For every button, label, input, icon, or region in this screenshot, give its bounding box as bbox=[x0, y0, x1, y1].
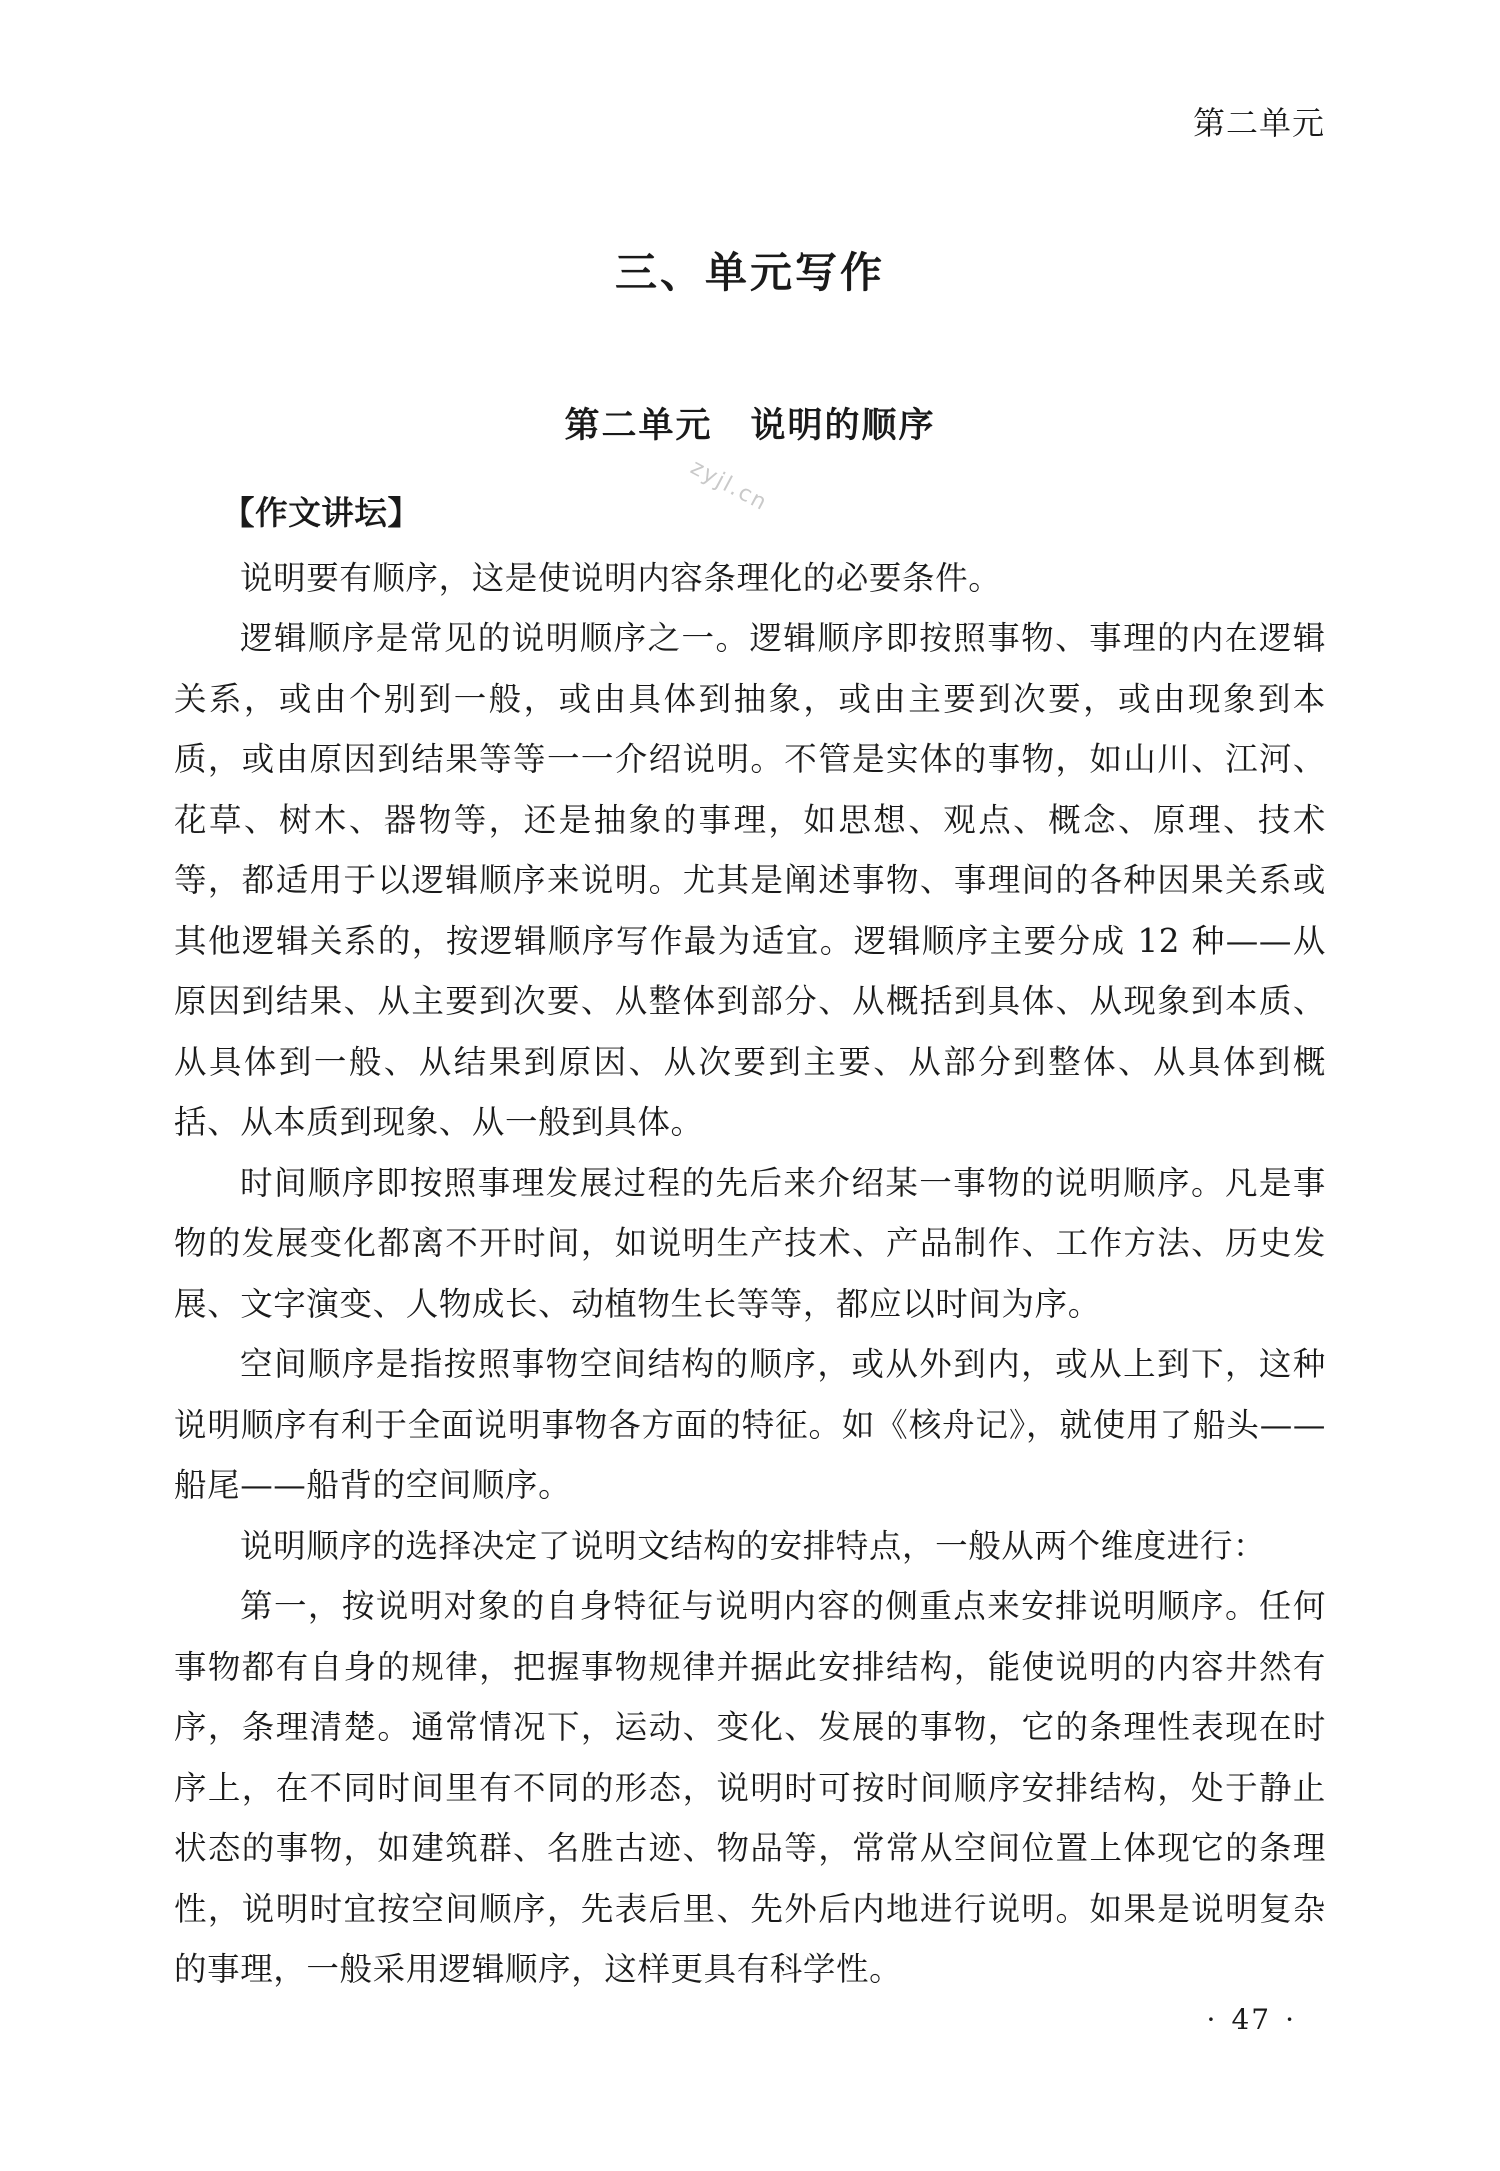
paragraph: 说明顺序的选择决定了说明文结构的安排特点，一般从两个维度进行： bbox=[240, 1526, 1267, 1565]
body-text bbox=[174, 483, 1326, 2000]
section-title: 三、单元写作 bbox=[614, 248, 885, 297]
paragraph: 第一，按说明对象的自身特征与说明内容的侧重点来安排说明顺序。任何事物都有自身的规律，把握事物规律并据此安排结构，能使说明的内容井然有序，条理清楚。通常情况下，运动、变化、发展的事物，它的条理性表现在时序上，在不同时间里有不同的形态，说明时可按时间顺序安排结构，处于静止状态的事物，如建筑群、名胜古迹、物品等，常常从空间位置上体现它的条理性，说明时宜按空间顺序，先表后里、先外后内地进行说明。如果是说明复杂的事理，一般采用逻辑顺序，这样更具有科学性。 bbox=[174, 1587, 1326, 1988]
subtitle bbox=[0, 398, 1500, 448]
subtitle-unit: 第二单元 bbox=[564, 405, 713, 446]
page-number bbox=[1193, 2003, 1310, 2036]
paragraph: 空间顺序是指按照事物空间结构的顺序，或从外到内，或从上到下，这种说明顺序有利于全面说明事物各方面的特征。如《核舟记》，就使用了船头——船尾——船背的空间顺序。 bbox=[174, 1345, 1326, 1504]
paragraph: 逻辑顺序是常见的说明顺序之一。逻辑顺序即按照事物、事理的内在逻辑关系，或由个别到一般，或由具体到抽象，或由主要到次要，或由现象到本质，或由原因到结果等等一一介绍说明。不管是实体的事物，如山川、江河、花草、树木、器物等，还是抽象的事理，如思想、观点、概念、原理、技术等，都适用于以逻辑顺序来说明。尤其是阐述事物、事理间的各种因果关系或其他逻辑关系的，按逻辑顺序写作最为适宜。逻辑顺序主要分成 12 种——从原因到结果、从主要到次要、从整体到部分、从概括到具体、从现象到本质、从具体到一般、从结果到原因、从次要到主要、从部分到整体、从具体到概括、从本质到现象、从一般到具体。 bbox=[174, 619, 1326, 1141]
page-number-value: 47 bbox=[1231, 2003, 1272, 2036]
forum-heading: 【作文讲坛】 bbox=[222, 494, 421, 532]
watermark: zyjl.cn bbox=[686, 455, 773, 517]
page-number-dot: · bbox=[1206, 2003, 1218, 2036]
running-head: 第二单元 bbox=[1192, 104, 1325, 142]
paragraph: 说明要有顺序，这是使说明内容条理化的必要条件。 bbox=[240, 558, 1002, 597]
paragraph: 时间顺序即按照事理发展过程的先后来介绍某一事物的说明顺序。凡是事物的发展变化都离不开时间，如说明生产技术、产品制作、工作方法、历史发展、文字演变、人物成长、动植物生长等等，都应以时间为序。 bbox=[174, 1163, 1326, 1323]
page-number-dot: · bbox=[1285, 2003, 1296, 2036]
subtitle-topic: 说明的顺序 bbox=[750, 405, 936, 446]
